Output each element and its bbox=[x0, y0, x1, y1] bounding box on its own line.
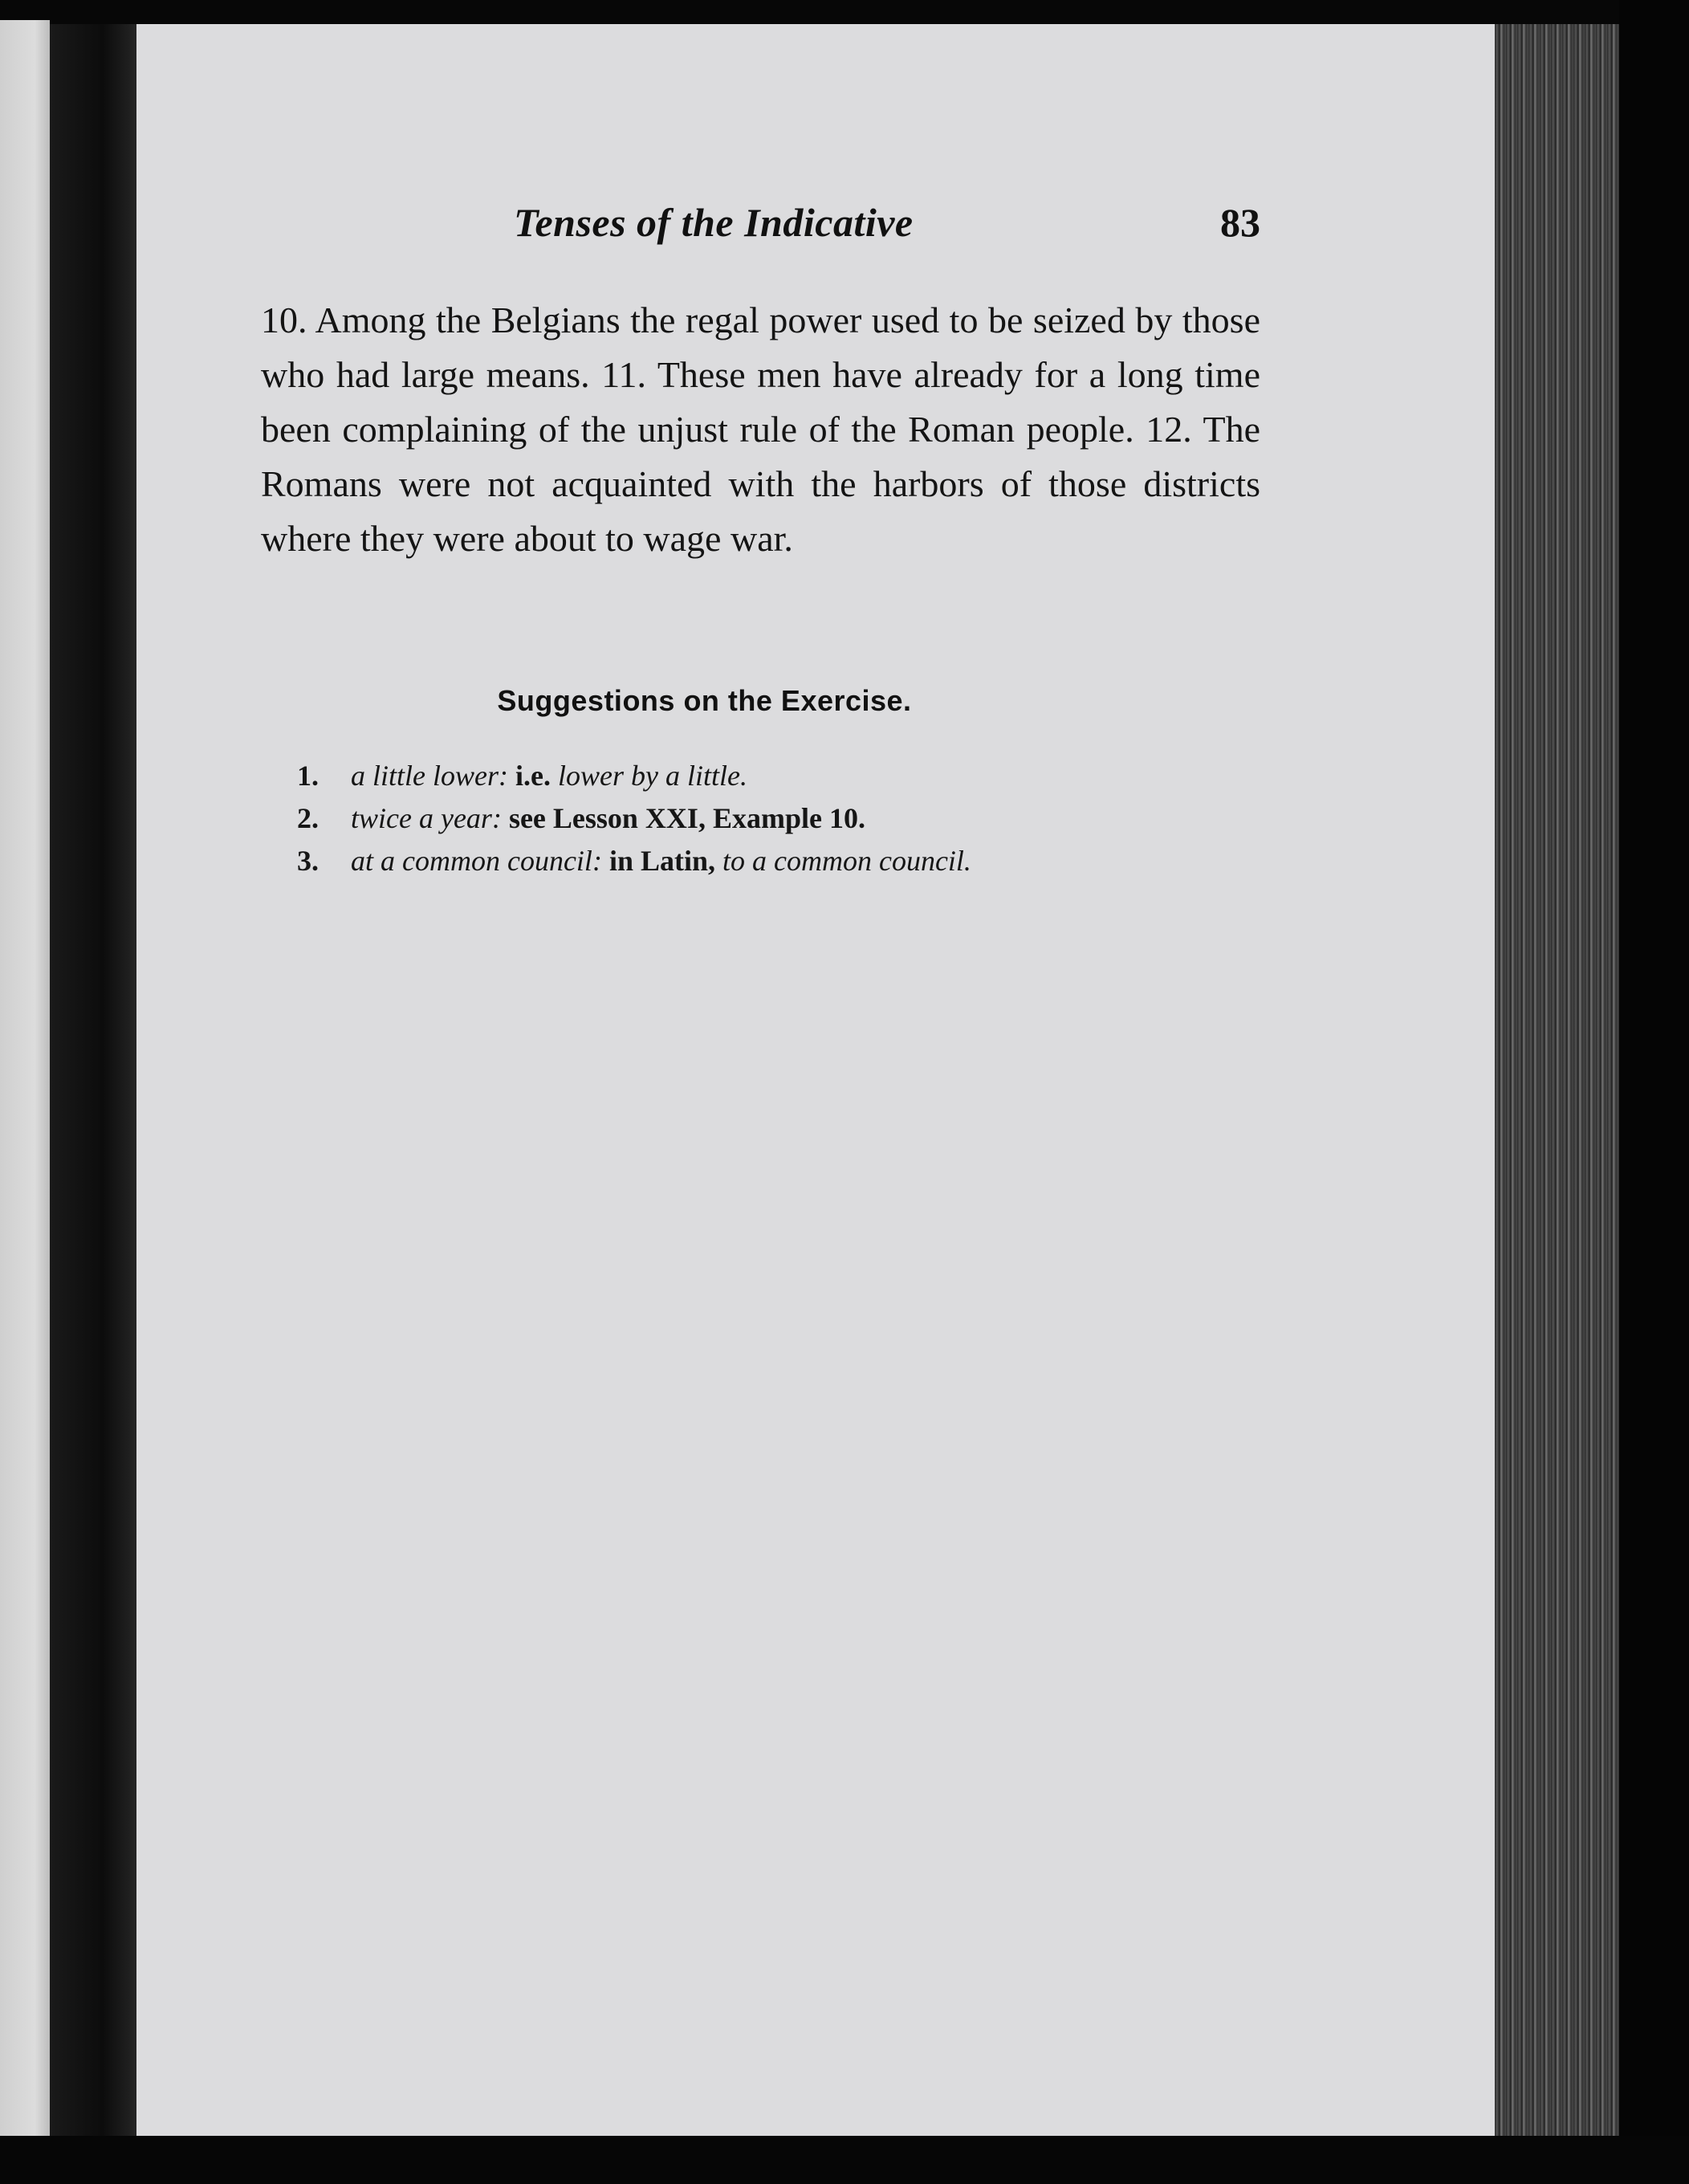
page-block-edge bbox=[1495, 24, 1619, 2136]
suggestion-gloss-prefix: in Latin, bbox=[608, 845, 715, 877]
suggestion-number: 3. bbox=[297, 845, 319, 877]
suggestion-gloss: to a common council. bbox=[722, 845, 971, 877]
exercise-text bbox=[261, 293, 1260, 566]
suggestion-term: at a common council: bbox=[351, 845, 602, 877]
suggestions-list bbox=[297, 755, 1260, 882]
suggestions-heading: Suggestions on the Exercise. bbox=[497, 684, 912, 717]
suggestion-item bbox=[297, 797, 1260, 840]
suggestion-term: twice a year: bbox=[351, 802, 502, 834]
suggestion-term: a little lower: bbox=[351, 760, 508, 792]
book-gutter bbox=[50, 24, 138, 2136]
exercise-paragraph: 10. Among the Belgians the regal power used to be seized by those who had large means. 11. These men have already for a long time been complaining of the unjust rule of the Roman people. 12. The Romans were not acquainted with the harbors of those districts where they were about to wage war. bbox=[261, 299, 1260, 559]
suggestion-gloss-prefix: i.e. bbox=[515, 760, 551, 792]
page-header bbox=[514, 199, 1260, 255]
page-number: 83 bbox=[1220, 200, 1260, 245]
suggestion-gloss: lower by a little. bbox=[557, 760, 747, 792]
suggestion-number: 1. bbox=[297, 760, 319, 792]
facing-page-edge bbox=[0, 20, 50, 2140]
scan-bottom-border bbox=[0, 2136, 1689, 2184]
scan-right-border bbox=[1619, 0, 1689, 2184]
suggestion-item bbox=[297, 840, 1260, 882]
suggestion-item bbox=[297, 755, 1260, 797]
scan-top-border bbox=[0, 0, 1689, 24]
suggestion-gloss-prefix: see Lesson XXI, Example 10. bbox=[508, 802, 865, 834]
suggestion-number: 2. bbox=[297, 802, 319, 834]
running-head: Tenses of the Indicative bbox=[514, 200, 914, 245]
